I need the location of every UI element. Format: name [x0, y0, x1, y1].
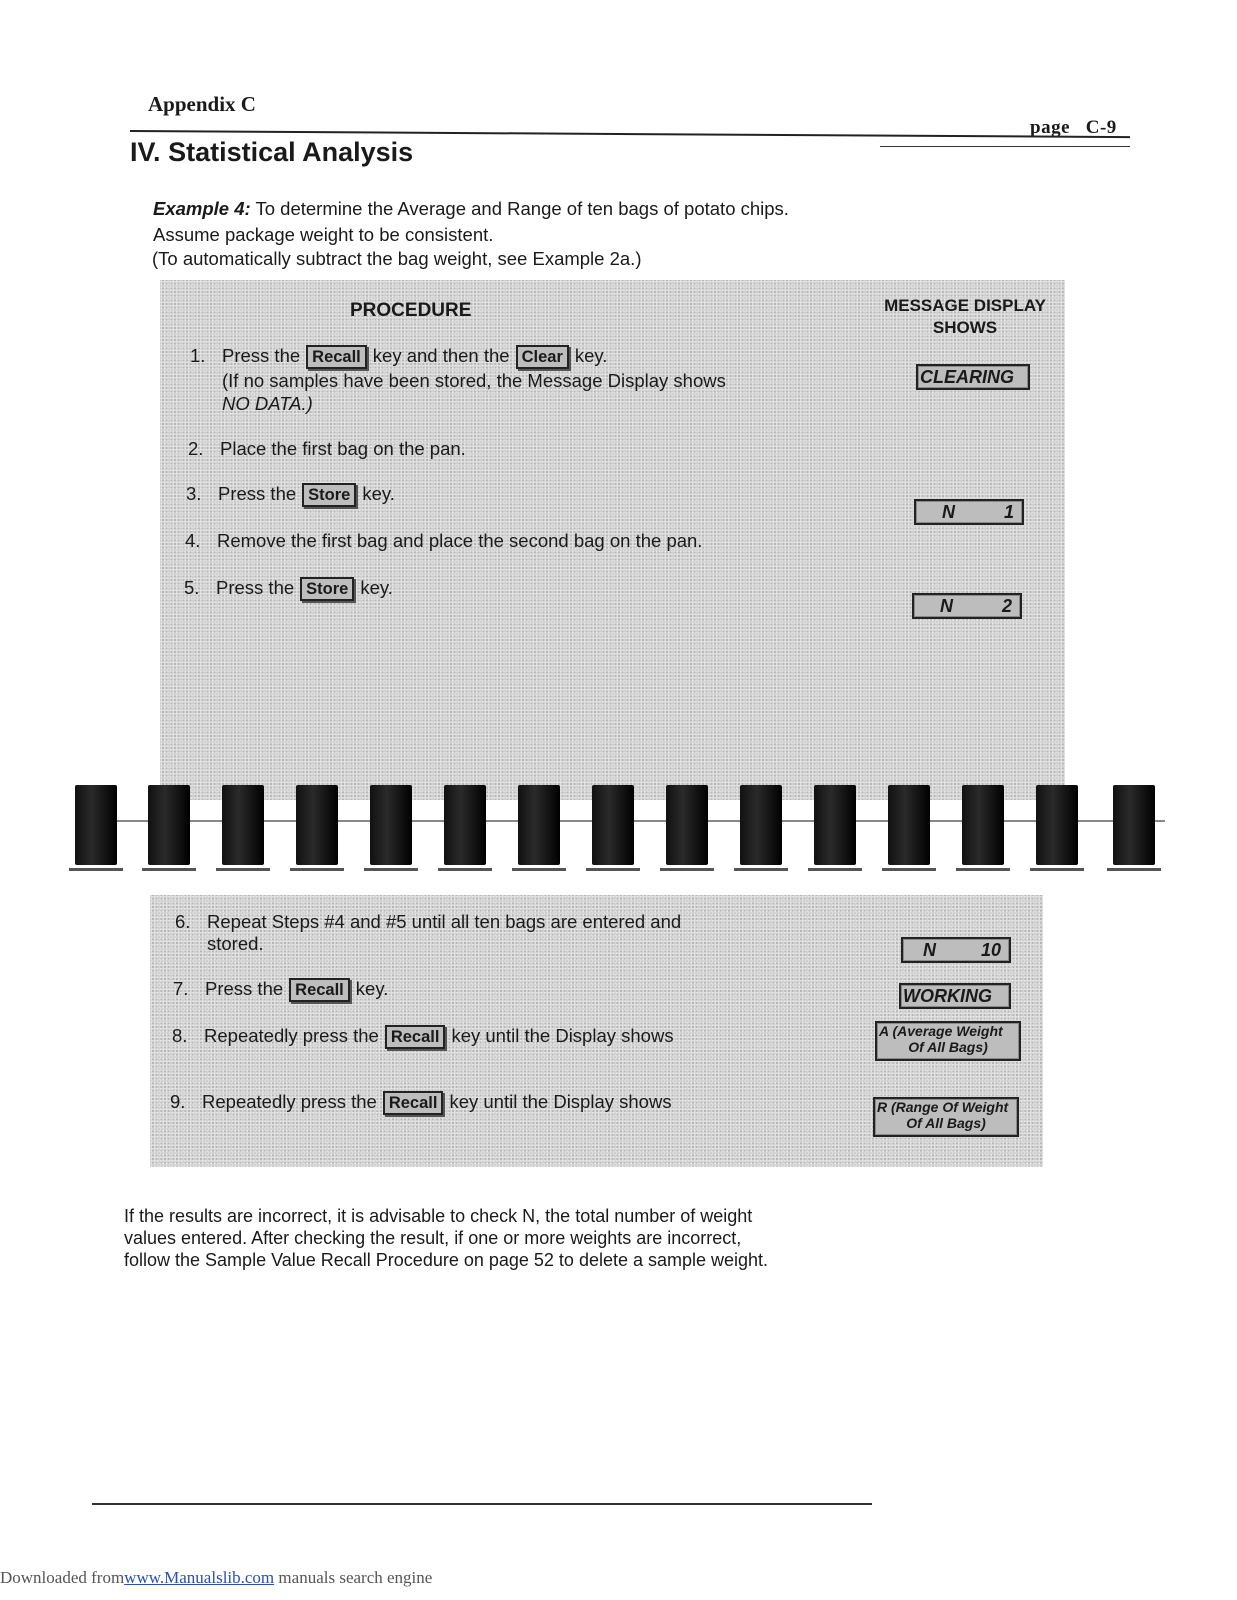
binding-ring: [740, 785, 782, 865]
step-9: 9. Repeatedly press the Recall key until the Display shows: [170, 1090, 672, 1115]
download-footer: Downloaded fromwww.Manualslib.com manuals search engine: [0, 1568, 433, 1587]
intro-line-2: Assume package weight to be consistent.: [153, 224, 494, 245]
binding-ring: [814, 785, 856, 865]
binding-ring: [370, 785, 412, 865]
binding-ring: [518, 785, 560, 865]
appendix-label: Appendix C: [148, 92, 256, 116]
spiral-binding: [75, 785, 1165, 875]
clear-key: Clear: [516, 345, 569, 369]
binding-ring: [296, 785, 338, 865]
step-1-note-2: NO DATA.): [222, 393, 313, 414]
store-key: Store: [302, 483, 356, 507]
page-id: C-9: [1085, 117, 1117, 138]
step-3: 3. Press the Store key.: [186, 482, 395, 507]
display-average: A (Average Weight Of All Bags): [875, 1021, 1021, 1061]
display-clearing: CLEARING: [916, 364, 1030, 390]
display-n-2: N 2: [912, 593, 1022, 619]
binding-ring: [1036, 785, 1078, 865]
binding-ring: [962, 785, 1004, 865]
step-6-line-2: stored.: [207, 933, 264, 954]
recall-key: Recall: [306, 345, 367, 369]
intro-line-1: Example 4: To determine the Average and Range of ten bags of potato chips.: [153, 198, 789, 219]
step-1: 1. Press the Recall key and then the Clear key.: [190, 344, 607, 369]
display-working: WORKING: [899, 983, 1011, 1009]
header-rule-right: [880, 146, 1130, 147]
recall-key: Recall: [383, 1091, 444, 1115]
step-5: 5. Press the Store key.: [184, 576, 393, 601]
binding-ring: [222, 785, 264, 865]
binding-ring: [666, 785, 708, 865]
binding-ring: [444, 785, 486, 865]
display-range: R (Range Of Weight Of All Bags): [873, 1097, 1019, 1137]
step-2: 2. Place the first bag on the pan.: [188, 438, 466, 459]
binding-ring: [1113, 785, 1155, 865]
binding-ring: [888, 785, 930, 865]
recall-key: Recall: [385, 1025, 446, 1049]
binding-ring: [592, 785, 634, 865]
message-display-heading: MESSAGE DISPLAY SHOWS: [884, 296, 1046, 337]
closing-paragraph: If the results are incorrect, it is advisable to check N, the total number of weight values entered. After checking the result, if one or more weights are incorrect, follow the Sample Value Recall Procedure on page 52 to delete a sample weight.: [124, 1206, 769, 1270]
section-name: Statistical Analysis: [168, 137, 414, 167]
section-number: IV.: [130, 137, 161, 167]
section-title: [130, 137, 413, 168]
step-4: 4. Remove the first bag and place the second bag on the pan.: [185, 530, 703, 551]
step-6: 6. Repeat Steps #4 and #5 until all ten bags are entered and: [175, 911, 682, 932]
example-label: Example 4:: [153, 198, 251, 219]
display-n-10: N 10: [901, 937, 1011, 963]
procedure-heading: PROCEDURE: [350, 300, 472, 321]
step-1-note: (If no samples have been stored, the Message Display shows: [222, 370, 726, 391]
step-7: 7. Press the Recall key.: [173, 977, 388, 1002]
intro-line-3: (To automatically subtract the bag weight, see Example 2a.): [152, 248, 642, 269]
step-8: 8. Repeatedly press the Recall key until the Display shows: [172, 1024, 674, 1049]
store-key: Store: [300, 577, 354, 601]
display-n-1: N 1: [914, 499, 1024, 525]
page-label: page: [1030, 117, 1070, 138]
recall-key: Recall: [289, 978, 350, 1002]
binding-ring: [75, 785, 117, 865]
footer-rule: [92, 1503, 872, 1505]
binding-ring: [148, 785, 190, 865]
manualslib-link[interactable]: www.Manualslib.com: [124, 1568, 275, 1587]
